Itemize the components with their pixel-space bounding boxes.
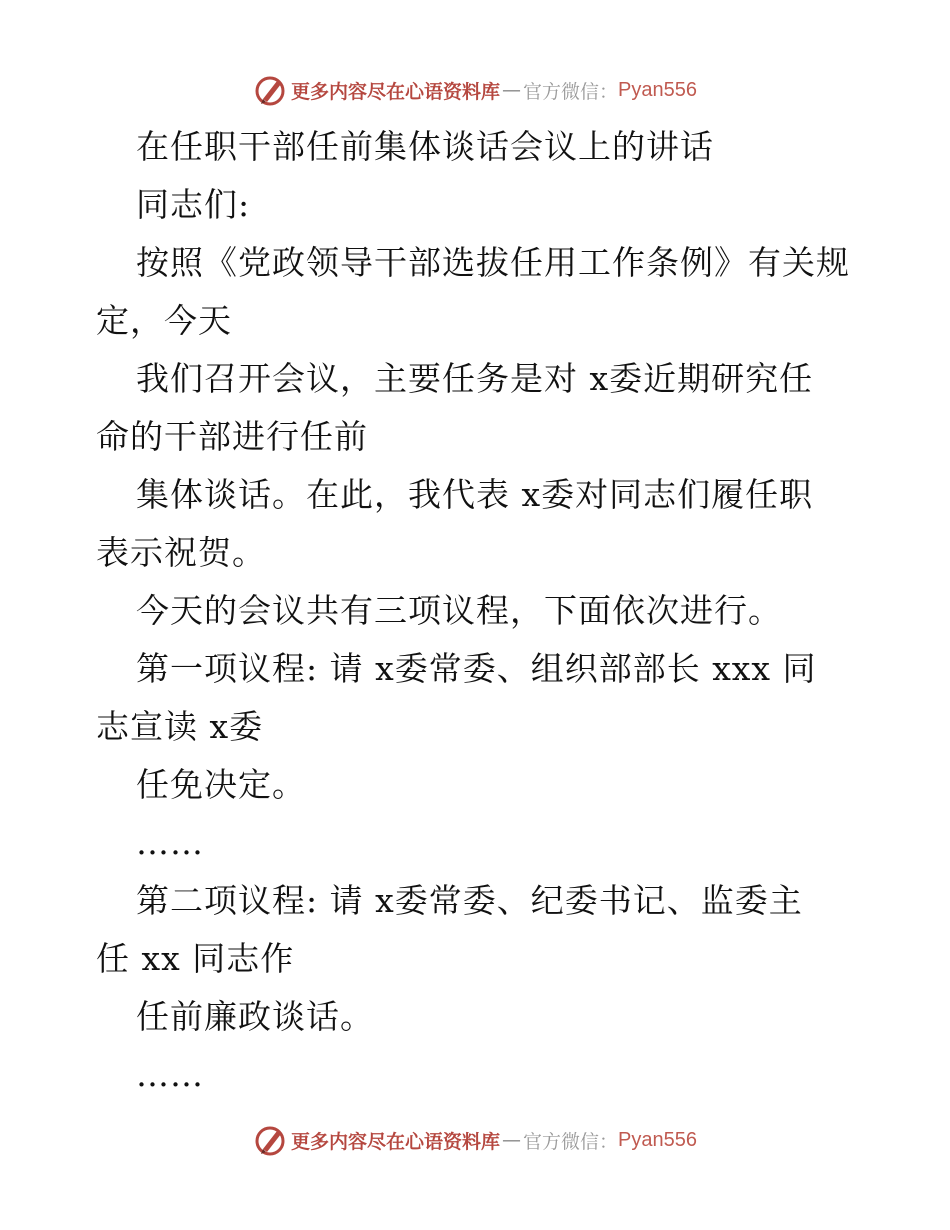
watermark-label: 官方微信： [523, 80, 619, 103]
watermark-main-text: 更多内容尽在心语资料库 [291, 1130, 501, 1153]
document-line: 任前廉政谈话。 [136, 997, 374, 1036]
document-line: 任免决定。 [136, 765, 306, 804]
watermark-separator: — [502, 79, 522, 101]
document-line: …… [136, 823, 204, 862]
document-line: 任 xx 同志作 [96, 939, 295, 978]
pen-circle-logo-icon [253, 73, 287, 107]
document-line: 在任职干部任前集体谈话会议上的讲话 [136, 127, 714, 166]
document-line: 今天的会议共有三项议程，下面依次进行。 [136, 591, 782, 630]
document-line: 命的干部进行任前 [96, 417, 368, 456]
watermark-footer [0, 1120, 950, 1160]
document-body [96, 118, 856, 1104]
watermark-id: Pyan556 [618, 78, 697, 101]
document-line: 定，今天 [96, 301, 232, 340]
document-line: …… [136, 1055, 204, 1094]
pen-circle-logo-icon [253, 1123, 287, 1157]
document-line: 按照《党政领导干部选拔任用工作条例》有关规 [136, 243, 850, 282]
document-line: 集体谈话。在此，我代表 x委对同志们履任职 [136, 475, 814, 514]
document-line: 表示祝贺。 [96, 533, 266, 572]
watermark-label: 官方微信： [523, 1130, 619, 1153]
watermark-main-text: 更多内容尽在心语资料库 [291, 80, 501, 103]
watermark-separator: — [502, 1129, 522, 1151]
document-line: 我们召开会议，主要任务是对 x委近期研究任 [136, 359, 814, 398]
document-line: 志宣读 x委 [96, 707, 264, 746]
watermark-header [0, 70, 950, 110]
document-line: 第二项议程: 请 x委常委、纪委书记、监委主 [136, 881, 803, 920]
document-line: 同志们: [136, 185, 251, 224]
document-line: 第一项议程: 请 x委常委、组织部部长 xxx 同 [136, 649, 817, 688]
watermark-id: Pyan556 [618, 1128, 697, 1151]
